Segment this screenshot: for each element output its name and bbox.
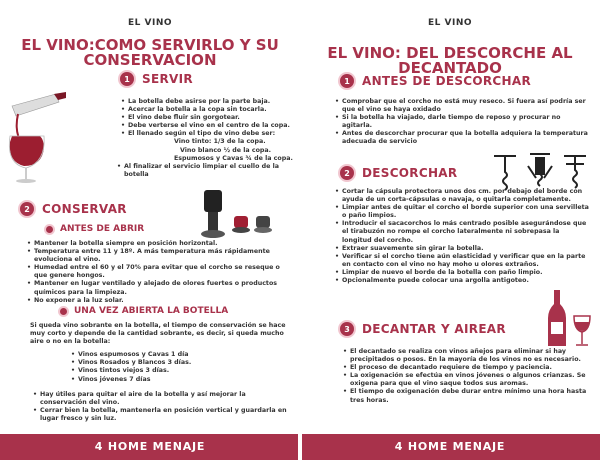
list-item: • Al finalizar el servicio limpiar el cuello de la botella	[124, 163, 293, 179]
page-divider	[298, 0, 302, 460]
bullet-dot	[46, 226, 53, 233]
section-number-badge: 3	[340, 322, 354, 336]
list-item: • Vinos tintos viejos 3 días.	[78, 367, 288, 375]
list-item: • Opcionalmente puede colocar una argolla antigoteo.	[342, 277, 590, 285]
list-item: • La botella debe asirse por la parte baja.	[128, 98, 293, 106]
list-item: • Mantener la botella siempre en posición horizontal.	[34, 240, 286, 248]
section-number-badge: 1	[340, 74, 354, 88]
list-item: • El decantado se realiza con vinos añejos para eliminar si hay precipitados o posos. En la mayoría de los vinos no es necesario.	[350, 348, 590, 364]
list-item: • Hay útiles para quitar el aire de la botella y así mejorar la conservación del vino.	[40, 391, 288, 407]
list-item: • Introducir el sacacorchos lo más centrado posible asegurándose que el tirabuzón no rompe el corcho lateralmente ni sobrepasa la longitud del corcho.	[342, 220, 590, 244]
list-item: • Comprobar que el corcho no está muy reseco. Si fuera así podría ser que el vino se haya oxidado	[342, 98, 590, 114]
list-item: • Cortar la cápsula protectora unos dos cm. por debajo del borde con ayuda de un corta-cápsulas o navaja, o quitarla completamente.	[342, 188, 590, 204]
section-decantar	[340, 322, 506, 336]
list-item: • Vinos jóvenes 7 días	[78, 376, 288, 384]
list-item: • Verificar si el corcho tiene aún elasticidad y verificar que en la parte en contacto con el vino no hay moho u olores extraños.	[342, 253, 590, 269]
footer-brand: 4 HOME MENAJE	[0, 434, 300, 460]
list-item: • Si la botella ha viajado, darle tiempo de reposo y procurar no agitarla.	[342, 114, 590, 130]
section-number-badge: 2	[20, 202, 34, 216]
section-servir	[120, 72, 193, 86]
list-item: • Humedad entre el 60 y el 70% para evitar que el corcho se reseque o que genere hongos.	[34, 264, 286, 280]
list-item: • Vinos espumosos y Cavas 1 día	[78, 351, 288, 359]
list-item: • Limpiar de nuevo el borde de la botella con paño limpio.	[342, 269, 590, 277]
left-header: EL VINO	[127, 18, 172, 28]
list-item: • Temperatura entre 11 y 18º. A más temperatura más rápidamente evoluciona el vino.	[34, 248, 286, 264]
right-header: EL VINO	[427, 18, 472, 28]
descorchar-list	[332, 188, 590, 285]
section-title: ANTES DE DESCORCHAR	[362, 74, 531, 88]
paragraph: Si queda vino sobrante en la botella, el tiempo de conservación se hace muy corto y depende de la cantidad sobrante, es decir, si queda mucho aire o no en la botella:	[30, 322, 286, 346]
section-number-badge: 1	[120, 72, 134, 86]
list-item: • El llenado según el tipo de vino debe ser:	[128, 130, 293, 138]
section-number-badge: 2	[340, 166, 354, 180]
section-title: DECANTAR Y AIREAR	[362, 322, 506, 336]
right-page	[300, 0, 600, 460]
bottle-and-glass-illustration	[544, 290, 594, 348]
section-descorchar	[340, 166, 457, 180]
list-item: • Cerrar bien la botella, mantenerla en posición vertical y guardarla en lugar fresco y sin luz.	[40, 407, 288, 423]
antes-de-abrir-list	[24, 240, 286, 305]
section-conservar	[20, 202, 127, 216]
una-vez-abierta-block	[30, 322, 288, 423]
list-item: • Limpiar antes de quitar el corcho el borde superior con una servilleta o paño limpios.	[342, 204, 590, 220]
list-item: • Vinos Rosados y Blancos 3 días.	[78, 359, 288, 367]
decantar-list	[340, 348, 590, 405]
list-item: • Extraer suavemente sin girar la botella.	[342, 245, 590, 253]
section-title: CONSERVAR	[42, 202, 127, 216]
list-item: • Mantener en lugar ventilado y alejado de olores fuertes o productos químicos para la limpieza.	[34, 280, 286, 296]
list-item: • El vino debe fluir sin gorgotear.	[128, 114, 293, 122]
list-item: • El tiempo de oxigenación debe durar entre mínimo una hora hasta tres horas.	[350, 388, 590, 404]
list-item: • No exponer a la luz solar.	[34, 297, 286, 305]
left-title: EL VINO:COMO SERVIRLO Y SU CONSERVACION	[21, 36, 279, 69]
footer-brand: 4 HOME MENAJE	[300, 434, 600, 460]
wine-glass-pour-illustration	[4, 92, 68, 184]
list-item: • El proceso de decantado requiere de tiempo y paciencia.	[350, 364, 590, 372]
section-title: DESCORCHAR	[362, 166, 458, 180]
list-item: • Acercar la botella a la copa sin tocarla.	[128, 106, 293, 114]
list-item: • Antes de descorchar procurar que la botella adquiera la temperatura adecuada de servicio	[342, 130, 590, 146]
subsection-antes-de-abrir	[46, 224, 144, 234]
servir-list	[118, 98, 293, 179]
section-title: SERVIR	[142, 72, 193, 86]
section-antes-de-descorchar	[340, 74, 531, 88]
subsection-title: ANTES DE ABRIR	[60, 224, 145, 234]
antes-de-descorchar-list	[332, 98, 590, 147]
subsection-title: UNA VEZ ABIERTA LA BOTELLA	[74, 306, 229, 316]
right-title: EL VINO: DEL DESCORCHE AL DECANTADO	[327, 44, 573, 77]
wine-vacuum-pump-illustration	[190, 186, 290, 242]
bullet-dot	[60, 308, 67, 315]
subsection-una-vez-abierta	[60, 306, 228, 316]
list-item: • La oxigenación se efectúa en vinos jóvenes o algunos crianzas. Se oxigena para que el vino saque todos sus aromas.	[350, 372, 590, 388]
fill-amounts: Vino tinto: 1/3 de la copa. Vino blanco ½ de la copa. Espumosos y Cavas ¾ de la copa.	[174, 138, 293, 162]
list-item: • Debe verterse el vino en el centro de la copa.	[128, 122, 293, 130]
